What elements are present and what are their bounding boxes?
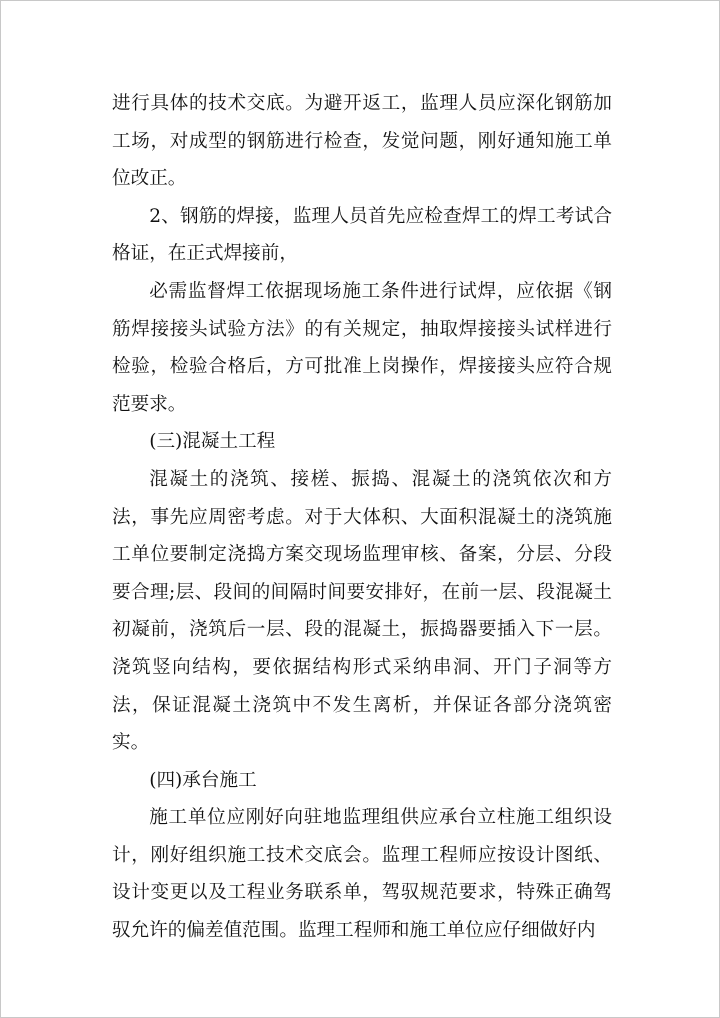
paragraph-trial-welding: 必需监督焊工依据现场施工条件进行试焊，应依据《钢筋焊接接头试验方法》的有关规定，抽取焊接接头试样进行检验，检验合格后，方可批准上岗操作，焊接接头应符合规范要求。 <box>112 280 612 415</box>
paragraph-steel-inspection: 进行具体的技术交底。为避开返工，监理人员应深化钢筋加工场，对成型的钢筋进行检查，发觉问题，刚好通知施工单位改正。 <box>112 93 612 190</box>
document-body <box>112 85 612 950</box>
section-heading-pile-cap: (四)承台施工 <box>149 769 257 791</box>
paragraph-steel-welding: 2、钢筋的焊接，监理人员首先应检查焊工的焊工考试合格证，在正式焊接前， <box>112 205 612 265</box>
section-heading-concrete: (三)混凝土工程 <box>149 431 276 453</box>
paragraph-pile-cap-construction: 施工单位应刚好向驻地监理组供应承台立柱施工组织设计，刚好组织施工技术交底会。监理工程师应按设计图纸、设计变更以及工程业务联系单，驾驭规范要求，特殊正确驾驭允许的偏差值范围。监理工程师和施工单位应仔细做好内 <box>112 807 612 942</box>
paragraph-concrete-pouring: 混凝土的浇筑、接槎、振捣、混凝土的浇筑依次和方法，事先应周密考虑。对于大体积、大面积混凝土的浇筑施工单位要制定浇捣方案交现场监理审核、备案，分层、分段要合理;层、段间的间隔时间要安排好，在前一层、段混凝土初凝前，浇筑后一层、段的混凝土，振捣器要插入下一层。浇筑竖向结构，要依据结构形式采纳串洞、开门子洞等方法，保证混凝土浇筑中不发生离析，并保证各部分浇筑密实。 <box>112 468 612 754</box>
